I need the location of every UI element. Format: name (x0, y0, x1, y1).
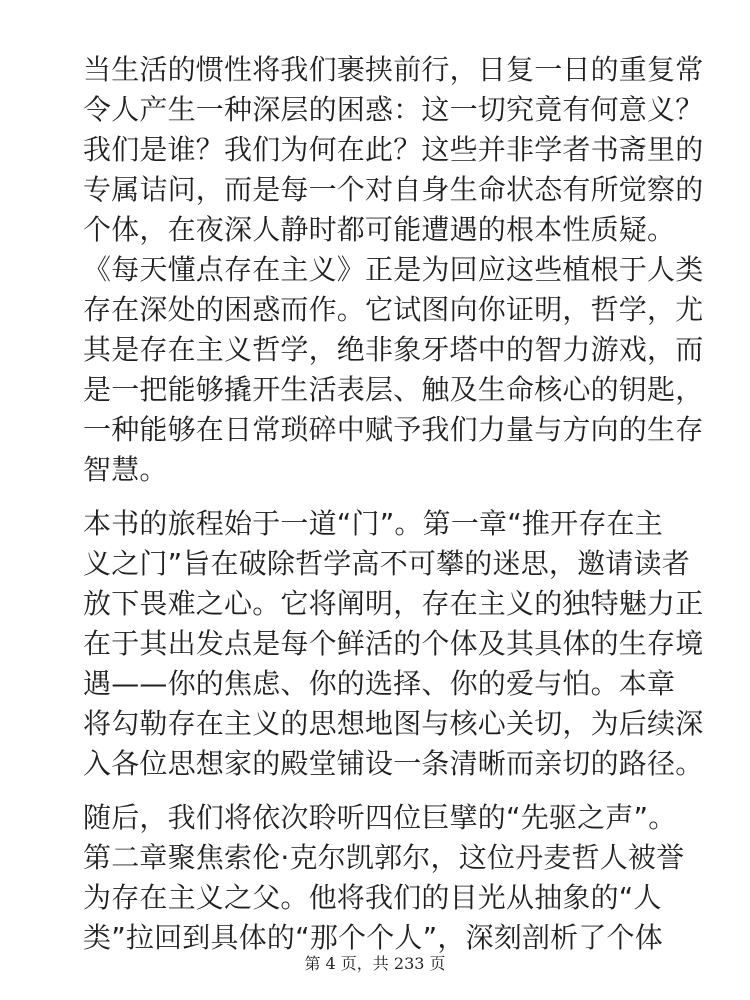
text-line: 存在深处的困惑而作。它试图向你证明，哲学，尤 (83, 293, 704, 326)
text-line: 专属诘问，而是每一个对自身生命状态有所觉察的 (83, 173, 704, 206)
body-text (83, 50, 704, 972)
paragraph (83, 50, 704, 490)
text-line: 放下畏难之心。它将阐明，存在主义的独特魅力正 (83, 587, 704, 620)
text-line: 遇——你的焦虑、你的选择、你的爱与怕。本章 (83, 667, 676, 700)
text-line: 《每天懂点存在主义》正是为回应这些植根于人类 (83, 253, 704, 286)
text-line: 将勾勒存在主义的思想地图与核心关切，为后续深 (83, 707, 704, 740)
text-line: 第二章聚焦索伦·克尔凯郭尔，这位丹麦哲人被誉 (83, 841, 685, 874)
text-line: 令人产生一种深层的困惑：这一切究竟有何意义？ (83, 93, 704, 126)
text-line: 我们是谁？我们为何在此？这些并非学者书斋里的 (83, 133, 704, 166)
text-line: 是一把能够撬开生活表层、触及生命核心的钥匙， (83, 373, 704, 406)
text-line: 智慧。 (83, 453, 168, 486)
text-line: 一种能够在日常琐碎中赋予我们力量与方向的生存 (83, 413, 704, 446)
text-line: 在于其出发点是每个鲜活的个体及其具体的生存境 (83, 627, 704, 660)
text-line: 其是存在主义哲学，绝非象牙塔中的智力游戏，而 (83, 333, 704, 366)
text-line: 入各位思想家的殿堂铺设一条清晰而亲切的路径。 (83, 747, 704, 780)
text-line: 随后，我们将依次聆听四位巨擘的“先驱之声”。 (83, 801, 677, 834)
text-line: 本书的旅程始于一道“门”。第一章“推开存在主 (83, 507, 663, 540)
text-line: 个体，在夜深人静时都可能遭遇的根本性质疑。 (83, 213, 676, 246)
paragraph (83, 504, 704, 784)
text-line: 当生活的惯性将我们裹挟前行，日复一日的重复常 (83, 53, 704, 86)
paragraph (83, 798, 683, 958)
text-line: 义之门”旨在破除哲学高不可攀的迷思，邀请读者 (83, 547, 690, 580)
text-line: 为存在主义之父。他将我们的目光从抽象的“人 (83, 881, 662, 914)
text-line: 类”拉回到具体的“那个个人”，深刻剖析了个体 (83, 921, 663, 954)
page-footer: 第 4 页，共 233 页 (304, 954, 446, 973)
